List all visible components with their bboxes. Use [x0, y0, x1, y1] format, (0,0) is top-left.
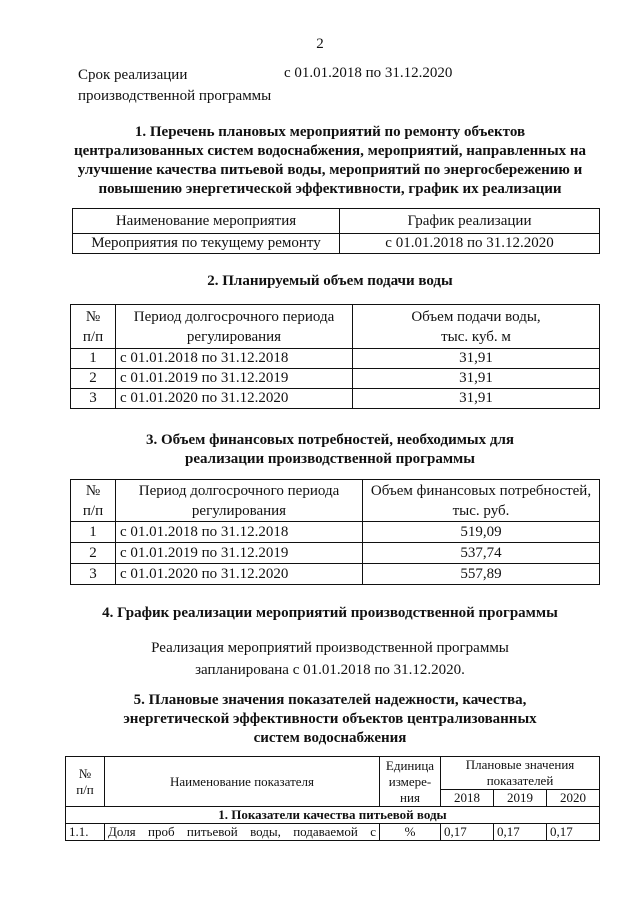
section4-text: [60, 637, 600, 681]
header-volume-line1: Объем подачи воды,: [411, 308, 541, 325]
row-period: с 01.01.2020 по 31.12.2020: [116, 389, 353, 409]
section1-title-line1: 1. Перечень плановых мероприятий по ремонту объектов: [134, 124, 526, 140]
header-period: [116, 305, 353, 349]
row-financial: 537,74: [363, 543, 600, 564]
header-period: [116, 480, 363, 522]
header-financial: [363, 480, 600, 522]
section1-title-line4: повышению энергетической эффективности, график их реализации: [98, 181, 562, 197]
row-period: с 01.01.2018 по 31.12.2018: [116, 522, 363, 543]
header-unit: [380, 757, 441, 807]
header-volume-line2: тыс. куб. м: [441, 328, 511, 345]
row-number: 2: [71, 543, 116, 564]
term-label-line1: Срок реализации: [78, 67, 188, 83]
row-value-2019: 0,17: [494, 824, 547, 841]
header-period-line1: Период долгосрочного периода: [133, 308, 335, 325]
header-period-line2: регулирования: [186, 328, 282, 345]
section1-title-line2: централизованных систем водоснабжения, мероприятий, направленных на: [73, 143, 587, 159]
section1-title-line3: улучшение качества питьевой воды, мероприятий по энергосбережению и: [77, 162, 583, 178]
row-indicator-name: Доля проб питьевой воды, подаваемой с: [105, 824, 380, 841]
section5-title: [60, 691, 600, 748]
header-planned-values: [441, 757, 600, 790]
page-number: 2: [316, 36, 324, 52]
term-value: с 01.01.2018 по 31.12.2020: [284, 65, 453, 81]
row-number: 3: [71, 564, 116, 585]
table-row: [71, 543, 600, 564]
row-number: 2: [71, 369, 116, 389]
section5-title-line1: 5. Плановые значения показателей надежности, качества,: [133, 692, 527, 708]
header-year-2020: 2020: [547, 790, 600, 807]
row-value-2018: 0,17: [441, 824, 494, 841]
section4-text-line2: запланирована с 01.01.2018 по 31.12.2020.: [195, 662, 465, 678]
table-row: [71, 522, 600, 543]
header-number-line1: №: [85, 308, 101, 325]
row-unit: %: [380, 824, 441, 841]
header-period-line1: Период долгосрочного периода: [138, 482, 340, 499]
header-unit-line1: Единица: [385, 757, 435, 773]
section4-title: 4. График реализации мероприятий производственной программы: [102, 605, 558, 621]
row-period: с 01.01.2019 по 31.12.2019: [116, 369, 353, 389]
header-number-line1: №: [78, 765, 92, 781]
row-volume: 31,91: [353, 389, 600, 409]
row-period: с 01.01.2020 по 31.12.2020: [116, 564, 363, 585]
table-row: [71, 564, 600, 585]
header-number-line1: №: [85, 482, 101, 499]
group-water-quality: 1. Показатели качества питьевой воды: [66, 807, 600, 824]
header-indicator-name: Наименование показателя: [105, 757, 380, 807]
activity-name-cell: Мероприятия по текущему ремонту: [73, 234, 340, 254]
table-header-row: [71, 480, 600, 522]
header-planned-line1: Плановые значения: [465, 757, 575, 772]
table-header-row: [71, 305, 600, 349]
header-schedule: График реализации: [340, 209, 600, 234]
section2-title: 2. Планируемый объем подачи воды: [207, 273, 453, 289]
row-number: 3: [71, 389, 116, 409]
header-financial-line1: Объем финансовых потребностей,: [370, 482, 592, 499]
header-number: [71, 305, 116, 349]
header-unit-line3: ния: [400, 789, 420, 805]
section5-title-line2: энергетической эффективности объектов централизованных: [123, 711, 537, 727]
section3-title-line2: реализации производственной программы: [185, 451, 475, 467]
header-number: [71, 480, 116, 522]
table-header-row: [66, 757, 600, 790]
header-year-2019: 2019: [494, 790, 547, 807]
row-volume: 31,91: [353, 369, 600, 389]
indicators-table: [65, 756, 600, 841]
table-row: [71, 349, 600, 369]
row-financial: 557,89: [363, 564, 600, 585]
water-supply-table: [70, 304, 600, 409]
activity-schedule-cell: с 01.01.2018 по 31.12.2020: [340, 234, 600, 254]
section5-title-line3: систем водоснабжения: [253, 730, 407, 746]
row-number: 1: [71, 349, 116, 369]
row-volume: 31,91: [353, 349, 600, 369]
row-period: с 01.01.2019 по 31.12.2019: [116, 543, 363, 564]
row-number: 1.1.: [66, 824, 105, 841]
table-header-row: [73, 209, 600, 234]
table-group-row: [66, 807, 600, 824]
section3-title: [60, 431, 600, 469]
header-volume: [353, 305, 600, 349]
header-number-line2: п/п: [82, 328, 104, 345]
table-row: [71, 369, 600, 389]
term-label-line2: производственной программы: [78, 88, 272, 104]
financial-needs-table: [70, 479, 600, 585]
table-row: [66, 824, 600, 841]
header-number-line2: п/п: [76, 781, 94, 797]
row-value-2020: 0,17: [547, 824, 600, 841]
section1-title: [60, 123, 600, 199]
header-activity-name: Наименование мероприятия: [73, 209, 340, 234]
section3-title-line1: 3. Объем финансовых потребностей, необходимых для: [145, 432, 515, 448]
row-period: с 01.01.2018 по 31.12.2018: [116, 349, 353, 369]
header-number: [66, 757, 105, 807]
header-period-line2: регулирования: [191, 502, 287, 519]
section4-text-line1: Реализация мероприятий производственной программы: [151, 640, 509, 656]
header-year-2018: 2018: [441, 790, 494, 807]
term-label: [78, 65, 271, 107]
activities-table: [72, 208, 600, 254]
header-financial-line2: тыс. руб.: [452, 502, 510, 519]
header-planned-line2: показателей: [486, 773, 554, 788]
table-row: [73, 234, 600, 254]
row-financial: 519,09: [363, 522, 600, 543]
row-number: 1: [71, 522, 116, 543]
table-row: [71, 389, 600, 409]
header-unit-line2: измере-: [388, 773, 432, 789]
header-number-line2: п/п: [82, 502, 104, 519]
